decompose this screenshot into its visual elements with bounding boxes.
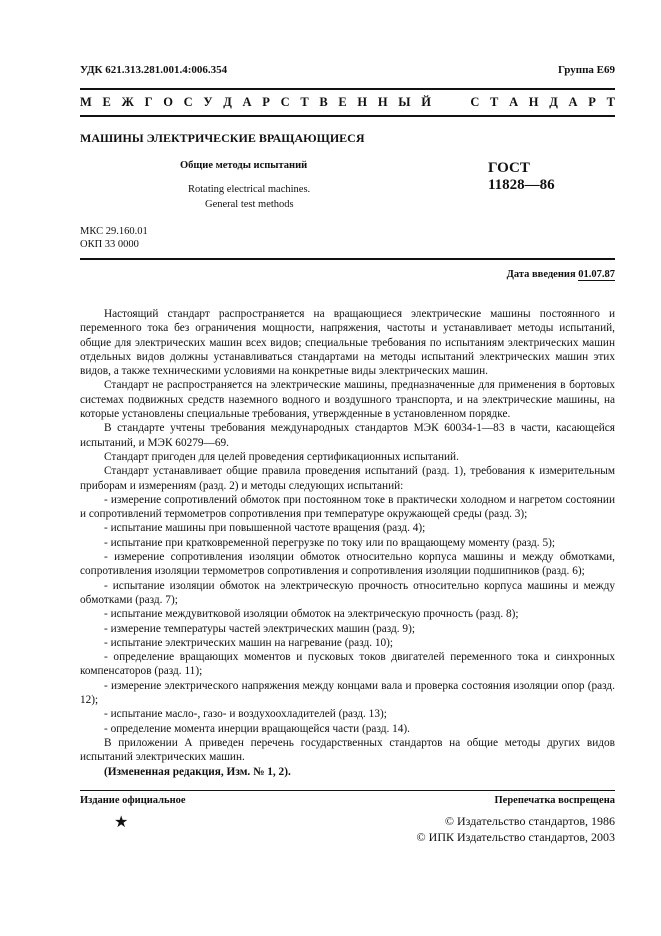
effective-date-label: Дата введения [506, 269, 576, 280]
list-item: - определение вращающих моментов и пусковых токов двигателей переменного тока и синхронных компенсаторов (разд. 11); [80, 651, 615, 678]
list-item: - измерение сопротивлений обмоток при постоянном токе в практически холодном и нагретом состоянии и сопротивлений термометров сопротивления при температуре окружающей среды (разд. 3); [80, 493, 615, 521]
list-item: - испытание при кратковременной перегрузке по току или по вращающему моменту (разд. 5); [104, 536, 555, 549]
banner-bottom-rule [80, 115, 615, 117]
effective-date [507, 269, 615, 280]
paragraph-appendix: В приложении А приведен перечень государственных стандартов на общие методы других видов испытаний электрических машин. [80, 736, 615, 764]
list-item: - испытание изоляции обмоток на электрическую прочность относительно корпуса машины и между обмотками (разд. 7); [80, 579, 615, 606]
header-separator-rule [80, 258, 615, 260]
paragraph-iec: В стандарте учтены требования международных стандартов МЭК 60034-1—83 в части, касающейся испытаний, и МЭК 60279—69. [80, 422, 615, 449]
gost-number: 11828—86 [488, 177, 555, 193]
classification-codes [80, 225, 148, 251]
body-text [80, 307, 615, 779]
paragraph-contents: Стандарт устанавливает общие правила проведения испытаний (разд. 1), требования к измерительным приборам и измерениям (разд. 2) и методы следующих испытаний: [80, 465, 615, 492]
udk-code: УДК 621.313.281.001.4:006.354 [80, 64, 228, 76]
list-item: - определение момента инерции вращающейся части (разд. 14). [104, 722, 410, 735]
list-item: - измерение электрического напряжения между концами вала и проверка состояния изоляции опор (разд. 12); [80, 679, 615, 707]
star-icon: ★ [114, 814, 129, 831]
list-item: - испытание электрических машин на нагревание (разд. 10); [104, 636, 394, 649]
footer-rule [80, 790, 615, 791]
list-item: - испытание масло-, газо- и воздухоохладителей (разд. 13); [104, 708, 387, 721]
mks-code: МКС 29.160.01 [80, 226, 148, 237]
paragraph-certification: Стандарт пригоден для целей проведения сертификационных испытаний. [104, 450, 459, 463]
english-title-line-2: General test methods [205, 199, 294, 210]
list-item: - испытание машины при повышенной частоте вращения (разд. 4); [104, 522, 426, 535]
list-item: - измерение температуры частей электрических машин (разд. 9); [104, 622, 415, 635]
interstate-standard-banner: М Е Ж Г О С У Д А Р С Т В Е Н Н Ы Й С Т А Н Д А Р Т [80, 95, 615, 109]
english-title-line-1: Rotating electrical machines. [188, 184, 311, 195]
official-edition-label: Издание официальное [80, 795, 186, 806]
document-title: МАШИНЫ ЭЛЕКТРИЧЕСКИЕ ВРАЩАЮЩИЕСЯ [80, 131, 365, 145]
copyright-2003: © ИПК Издательство стандартов, 2003 [416, 830, 615, 844]
copyright-1986: © Издательство стандартов, 1986 [444, 814, 615, 828]
document-subtitle: Общие методы испытаний [180, 160, 308, 171]
effective-date-value: 01.07.87 [578, 269, 615, 280]
top-rule [80, 88, 615, 90]
amendment-note: (Измененная редакция, Изм. № 1, 2). [104, 765, 291, 778]
list-item: - измерение сопротивления изоляции обмоток относительно корпуса машины и между обмотками, сопротивления изоляции термометров сопротивления и сопротивления изоляции подшипников (разд. 6); [80, 551, 615, 578]
gost-designation [488, 160, 555, 194]
gost-label: ГОСТ [488, 160, 530, 176]
reprint-prohibited-label: Перепечатка воспрещена [494, 795, 615, 806]
list-item: - испытание междувитковой изоляции обмоток на электрическую прочность (разд. 8); [104, 608, 519, 621]
group-code: Группа E69 [557, 64, 615, 76]
paragraph-scope: Настоящий стандарт распространяется на вращающиеся электрические машины постоянного и переменного тока без ограничения мощности, напряжения, частоты и устанавливает методы испытаний, общие для электрических машин всех видов; специальные требования по испытаниям электрических машин отдельных видов должны устанавливаться стандартами на методы испытаний электрических машин этих видов, а также техническими условиями на конкретные виды электрических машин. [80, 308, 615, 378]
paragraph-exclusions: Стандарт не распространяется на электрические машины, предназначенные для применения в бортовых системах подвижных средств наземного водного и воздушного транспорта, и на электрические машины, на которые установлены специальные требования, утвержденные в установленном порядке. [80, 379, 615, 421]
okp-code: ОКП 33 0000 [80, 239, 139, 250]
